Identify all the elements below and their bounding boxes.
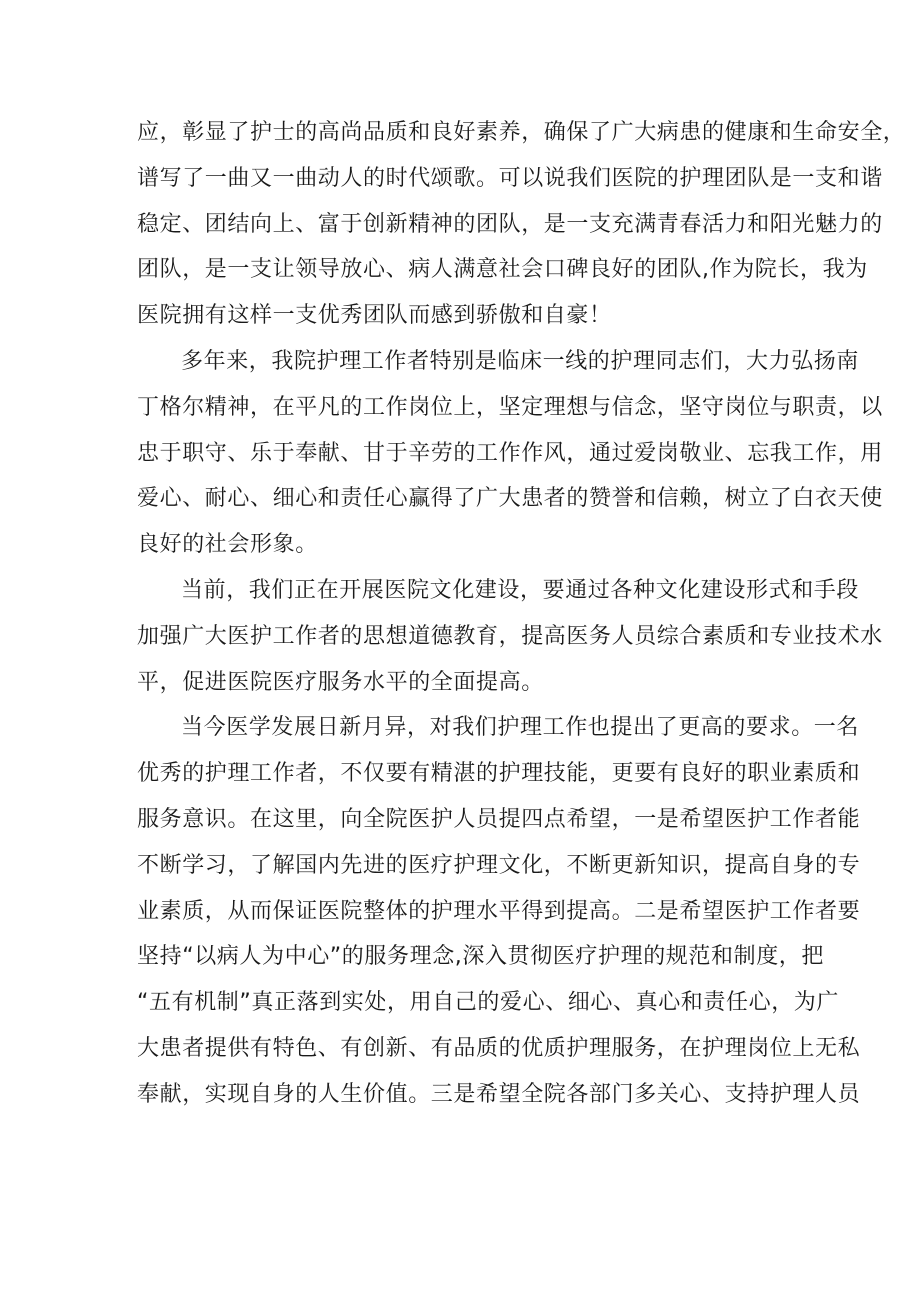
text-line: 应，彰显了护士的高尚品质和良好素养，确保了广大病患的健康和生命安全，: [137, 120, 906, 145]
paragraph-first-line: 多年来，我院护理工作者特别是临床一线的护理同志们，大力弘扬南: [181, 348, 860, 374]
text-line: 优秀的护理工作者，不仅要有精湛的护理技能，更要有良好的职业素质和: [137, 761, 861, 787]
text-line: 稳定、团结向上、富于创新精神的团队，是一支充满青春活力和阳光魅力的: [137, 211, 883, 237]
text-line: 丁格尔精神，在平凡的工作岗位上，坚定理想与信念，坚守岗位与职责，以: [137, 394, 883, 420]
text-line: 奉献，实现自身的人生价值。三是希望全院各部门多关心、支持护理人员: [137, 1081, 861, 1107]
paragraph-first-line: 当今医学发展日新月异，对我们护理工作也提出了更高的要求。一名: [181, 715, 860, 741]
text-line: 服务意识。在这里，向全院医护人员提四点希望，一是希望医护工作者能: [137, 806, 861, 832]
text-line: 爱心、耐心、细心和责任心赢得了广大患者的赞誉和信赖，树立了白衣天使: [137, 486, 883, 512]
text-line: 加强广大医护工作者的思想道德教育，提高医务人员综合素质和专业技术水: [137, 623, 883, 649]
text-line: 平，促进医院医疗服务水平的全面提高。: [137, 669, 544, 695]
paragraph-first-line: 当前，我们正在开展医院文化建设，要通过各种文化建设形式和手段: [181, 577, 860, 603]
text-line: 大患者提供有特色、有创新、有品质的优质护理服务，在护理岗位上无私: [137, 1035, 861, 1061]
text-line: “五有机制”真正落到实处，用自己的爱心、细心、真心和责任心，为广: [137, 990, 839, 1016]
text-line: 良好的社会形象。: [137, 532, 318, 558]
text-line: 谱写了一曲又一曲动人的时代颂歌。可以说我们医院的护理团队是一支和谐: [137, 165, 883, 191]
text-line: 坚持“以病人为中心”的服务理念,深入贯彻医疗护理的规范和制度，把: [137, 944, 824, 970]
text-line: 忠于职守、乐于奉献、甘于辛劳的工作作风，通过爱岗敬业、忘我工作，用: [137, 440, 883, 466]
text-line: 不断学习，了解国内先进的医疗护理文化，不断更新知识，提高自身的专: [137, 852, 861, 878]
document-body: [137, 110, 906, 1118]
text-line: 业素质，从而保证医院整体的护理水平得到提高。二是希望医护工作者要: [137, 898, 861, 924]
text-line: 医院拥有这样一支优秀团队而感到骄傲和自豪！: [137, 303, 612, 329]
text-line: 团队，是一支让领导放心、病人满意社会口碑良好的团队,作为院长，我为: [137, 257, 868, 283]
